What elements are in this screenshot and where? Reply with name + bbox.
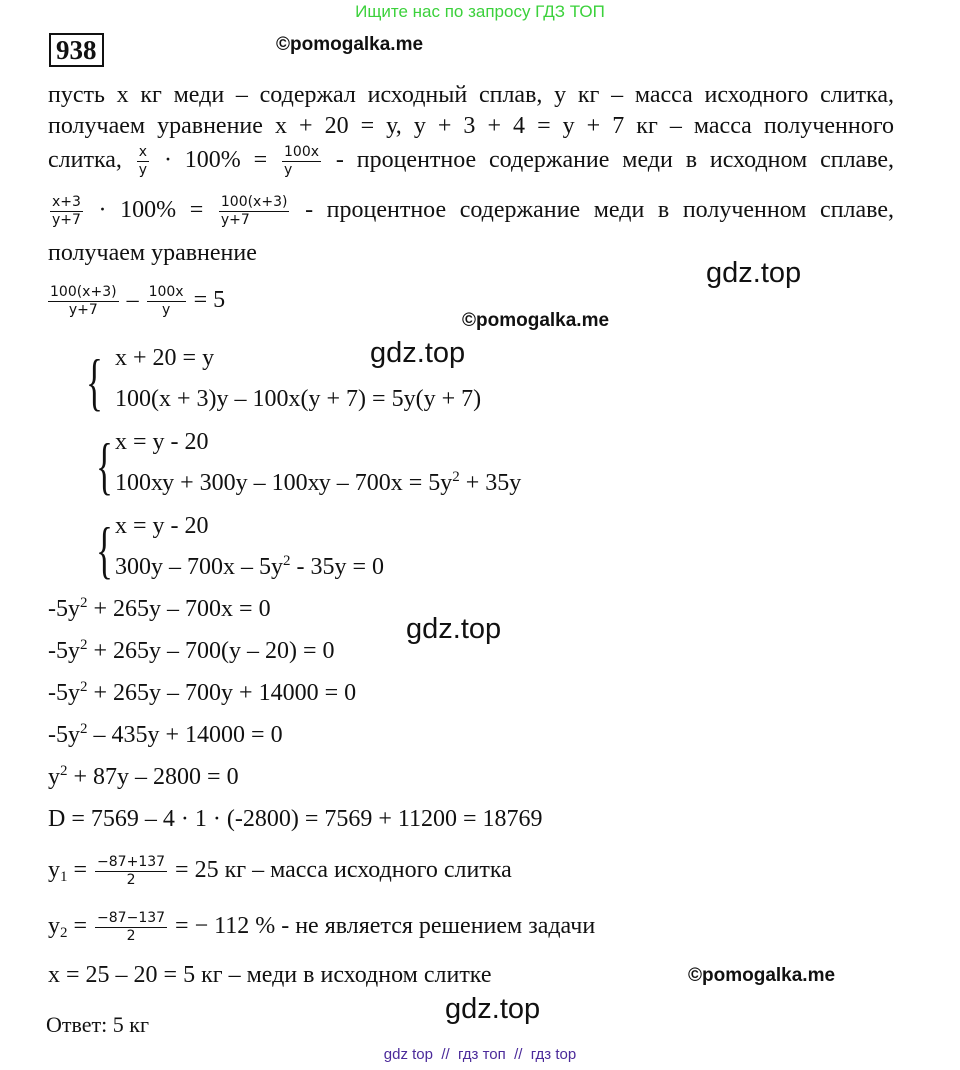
task-number: 938 — [49, 33, 104, 67]
fraction: $\frac{100x}{y}$ — [284, 143, 320, 178]
system2-eq-b: $100ху + 300у - 100ху - 700х = 5у^2 + 35у$ — [115, 469, 522, 496]
system3-eq-b: $300у - 700х - 5у^2 - 35у = 0$ — [115, 553, 385, 580]
para-text: - процентное содержание меди в исходном сплаве, — [335, 147, 895, 173]
answer: Ответ: 5 кг — [46, 1012, 149, 1037]
fraction: $\frac{100(x+3)}{y+7}$ — [50, 283, 117, 318]
step-4: $-5у^2 - 435у + 14000 = 0$ — [48, 721, 283, 748]
para-text: слитка, — [48, 147, 122, 173]
watermark-copyright: ©pomogalka.me — [688, 965, 836, 986]
brace-icon: { — [96, 430, 113, 501]
footer-links[interactable]: gdz top // гдз топ // гдз top — [383, 1046, 577, 1063]
watermark-gdz: gdz.top — [370, 337, 466, 369]
para-line-1: пусть х кг меди – содержал исходный сплав, у кг – масса исходного слитка, — [48, 82, 894, 108]
root-y2: $у_2$ = $\frac{-87-137}{2}$ = − 112 % - не является решением задачи — [48, 909, 596, 944]
root-y1: $у_1$ = $\frac{-87+137}{2}$ = 25 кг – масса исходного слитка — [48, 853, 512, 888]
x-result: х = 25 – 20 = 5 кг – меди в исходном слитке — [48, 962, 492, 988]
step-discriminant: D = 7569 – 4 · 1 · (-2800) = 7569 + 11200 = 18769 — [48, 806, 543, 832]
system3-eq-a: х = у - 20 — [115, 513, 209, 539]
watermark-copyright: ©pomogalka.me — [462, 310, 610, 331]
watermark-gdz: gdz.top — [406, 613, 502, 645]
para-line-2: получаем уравнение х + 20 = у, у + 3 + 4 = у + 7 кг – масса полученного — [48, 113, 894, 139]
step-1: $-5у^2 + 265у - 700х = 0$ — [48, 595, 271, 622]
equation-text: = 5 — [193, 287, 226, 313]
fraction: $\frac{-87-137}{2}$ — [97, 909, 166, 944]
fraction: $\frac{x+3}{y+7}$ — [52, 193, 81, 228]
watermark-copyright: ©pomogalka.me — [276, 34, 424, 55]
fraction: $\frac{x}{y}$ — [138, 143, 148, 178]
para-line-4 — [48, 188, 894, 232]
brace-icon: { — [96, 514, 113, 585]
system2-eq-a: х = у - 20 — [115, 429, 209, 455]
step-2: $-5у^2 + 265у - 700(у - 20) = 0$ — [48, 637, 335, 664]
fraction: $\frac{-87+137}{2}$ — [97, 853, 166, 888]
equation-main — [46, 280, 225, 320]
para-text: · 100% = — [98, 197, 204, 223]
watermark-gdz: gdz.top — [706, 257, 802, 289]
brace-icon: { — [86, 346, 103, 417]
step-3: $-5у^2 + 265у - 700у + 14000 = 0$ — [48, 679, 357, 706]
para-line-3 — [48, 138, 894, 182]
system1-eq-a: х + 20 = у — [115, 345, 215, 371]
equation-text: – — [126, 287, 139, 313]
fraction: $\frac{100(x+3)}{y+7}$ — [220, 193, 288, 228]
para-text: · 100% = — [163, 147, 268, 173]
top-banner: Ищите нас по запросу ГДЗ ТОП — [355, 2, 605, 21]
watermark-gdz: gdz.top — [445, 993, 541, 1025]
system1-eq-b: 100(х + 3)у – 100х(у + 7) = 5у(у + 7) — [115, 386, 482, 412]
step-5: $у^2 + 87у - 2800 = 0$ — [48, 763, 239, 790]
para-line-5: получаем уравнение — [48, 240, 257, 266]
fraction: $\frac{100x}{y}$ — [148, 283, 184, 318]
para-text: - процентное содержание меди в полученном сплаве, — [305, 197, 895, 223]
